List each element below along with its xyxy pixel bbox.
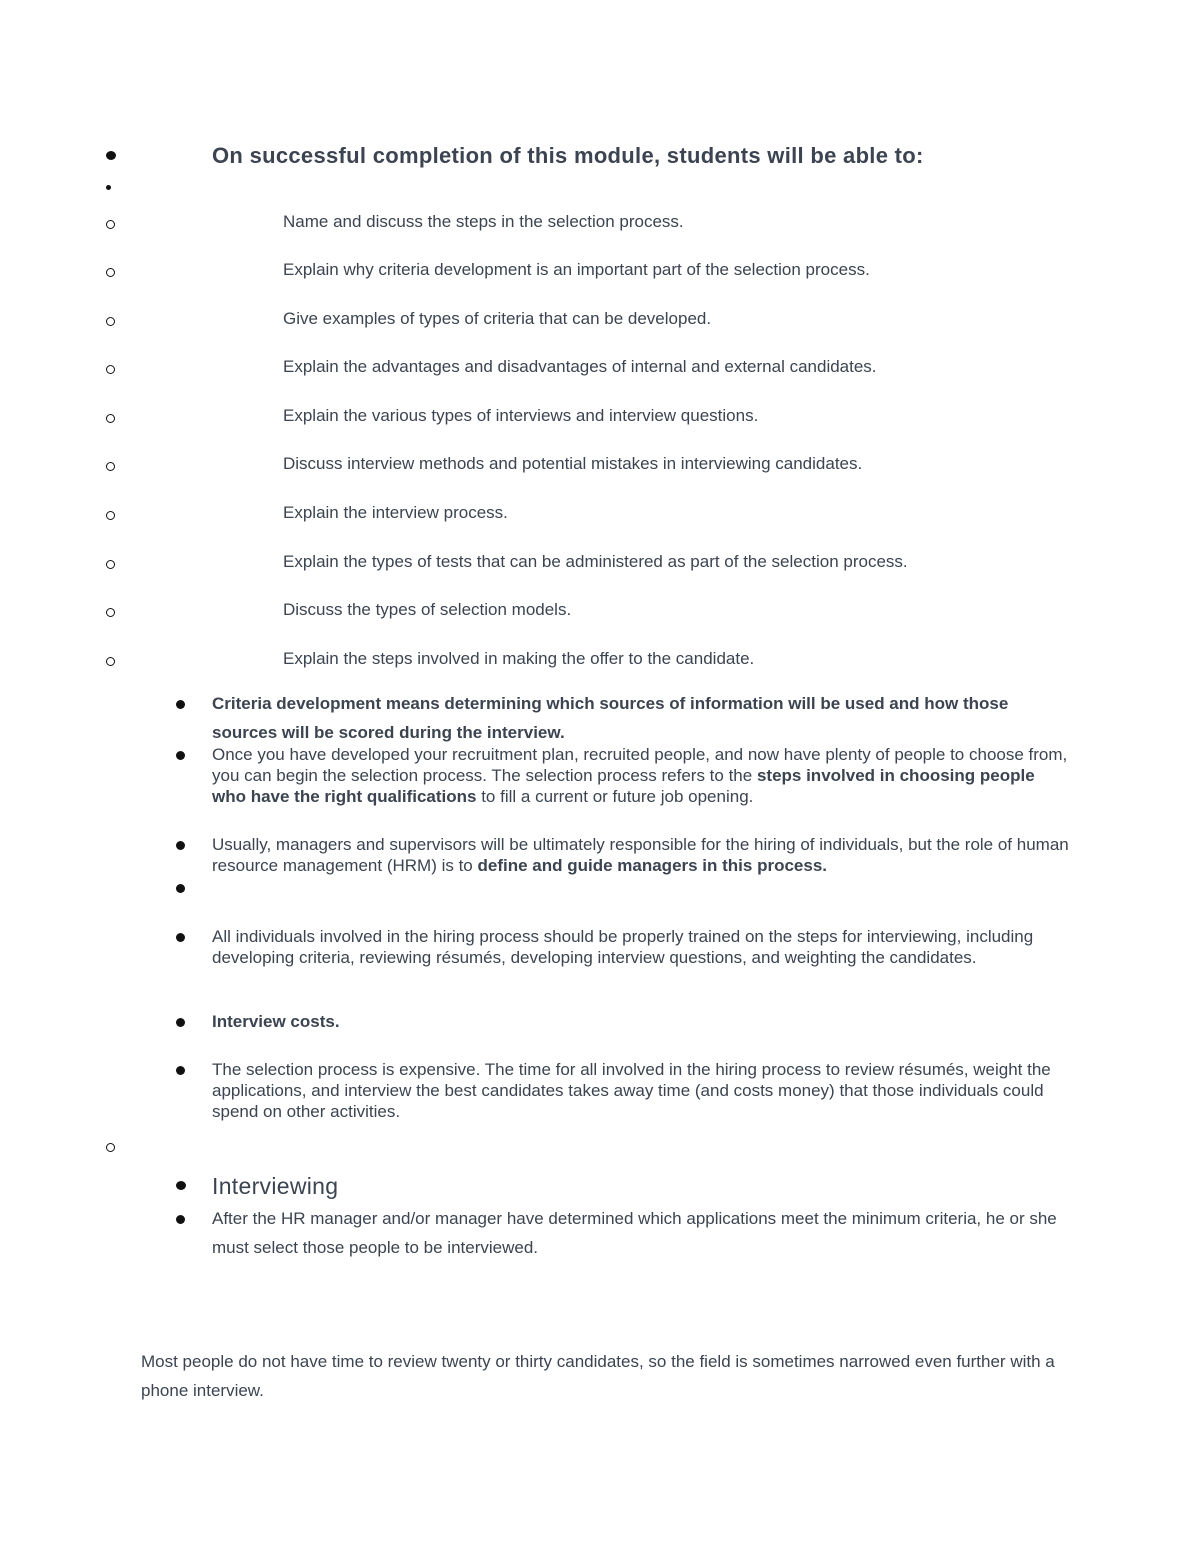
recruitment-paragraph: [212, 744, 1072, 807]
circle-bullet-icon: [106, 608, 115, 617]
costs-paragraph: The selection process is expensive. The time for all involved in the hiring process to review résumés, weight the applications, and interview the best candidates takes away time (and costs money) that those individuals could spend on other activities.: [212, 1060, 1051, 1121]
managers-paragraph: [212, 834, 1072, 876]
objective-item: Explain why criteria development is an important part of the selection process.: [283, 260, 870, 279]
costs-heading: Interview costs.: [212, 1012, 340, 1031]
objective-item: Give examples of types of criteria that can be developed.: [283, 309, 712, 328]
circle-bullet-icon: [106, 657, 115, 666]
managers-text: Usually, managers and supervisors will be ultimately responsible for the hiring of individuals, but the role of human resource management (HRM) is to: [212, 835, 1069, 875]
recruitment-text: Once you have developed your recruitment plan, recruited people, and now have plenty of people to choose from, you can begin the selection process. The selection process refers to the: [212, 745, 1068, 785]
managers-bold-text: define and guide managers in this process.: [477, 856, 828, 875]
circle-bullet-icon: [106, 220, 115, 229]
circle-bullet-icon: [106, 511, 115, 520]
bullet-icon: [176, 1215, 185, 1224]
recruitment-text-end: to fill a current or future job opening.: [476, 787, 754, 806]
objective-item: Explain the advantages and disadvantages of internal and external candidates.: [283, 357, 877, 376]
circle-bullet-icon: [106, 1143, 115, 1152]
circle-bullet-icon: [106, 317, 115, 326]
empty-bullet-icon: [106, 185, 111, 190]
criteria-definition: Criteria development means determining which sources of information will be used and how those sources will be scored during the interview.: [212, 694, 1009, 742]
empty-bullet-icon: [176, 884, 185, 893]
circle-bullet-icon: [106, 365, 115, 374]
objective-item: Explain the types of tests that can be administered as part of the selection process.: [283, 552, 908, 571]
objective-item: Explain the steps involved in making the offer to the candidate.: [283, 649, 755, 668]
interviewing-paragraph: After the HR manager and/or manager have determined which applications meet the minimum criteria, he or she must select those people to be interviewed.: [212, 1209, 1057, 1257]
objective-item: Name and discuss the steps in the selection process.: [283, 212, 684, 231]
circle-bullet-icon: [106, 268, 115, 277]
objective-item: Discuss interview methods and potential mistakes in interviewing candidates.: [283, 454, 863, 473]
closing-paragraph: Most people do not have time to review twenty or thirty candidates, so the field is sometimes narrowed even further with a phone interview.: [141, 1352, 1055, 1400]
bullet-icon: [176, 933, 185, 942]
circle-bullet-icon: [106, 462, 115, 471]
page-heading: On successful completion of this module, students will be able to:: [212, 143, 924, 168]
bullet-icon: [176, 841, 185, 850]
recruitment-bold-text: steps involved in choosing people who have the right qualifications: [212, 766, 1035, 806]
circle-bullet-icon: [106, 560, 115, 569]
bullet-icon: [176, 1181, 186, 1190]
interviewing-heading: Interviewing: [212, 1173, 339, 1199]
heading-bullet-icon: [106, 151, 116, 160]
bullet-icon: [176, 1018, 185, 1027]
bullet-icon: [176, 700, 185, 709]
training-paragraph: All individuals involved in the hiring process should be properly trained on the steps for interviewing, including developing criteria, reviewing résumés, developing interview questions, and weighting the candidates.: [212, 927, 1034, 967]
bullet-icon: [176, 751, 185, 760]
objective-item: Explain the various types of interviews and interview questions.: [283, 406, 759, 425]
circle-bullet-icon: [106, 414, 115, 423]
bullet-icon: [176, 1066, 185, 1075]
objective-item: Explain the interview process.: [283, 503, 508, 522]
objective-item: Discuss the types of selection models.: [283, 600, 572, 619]
